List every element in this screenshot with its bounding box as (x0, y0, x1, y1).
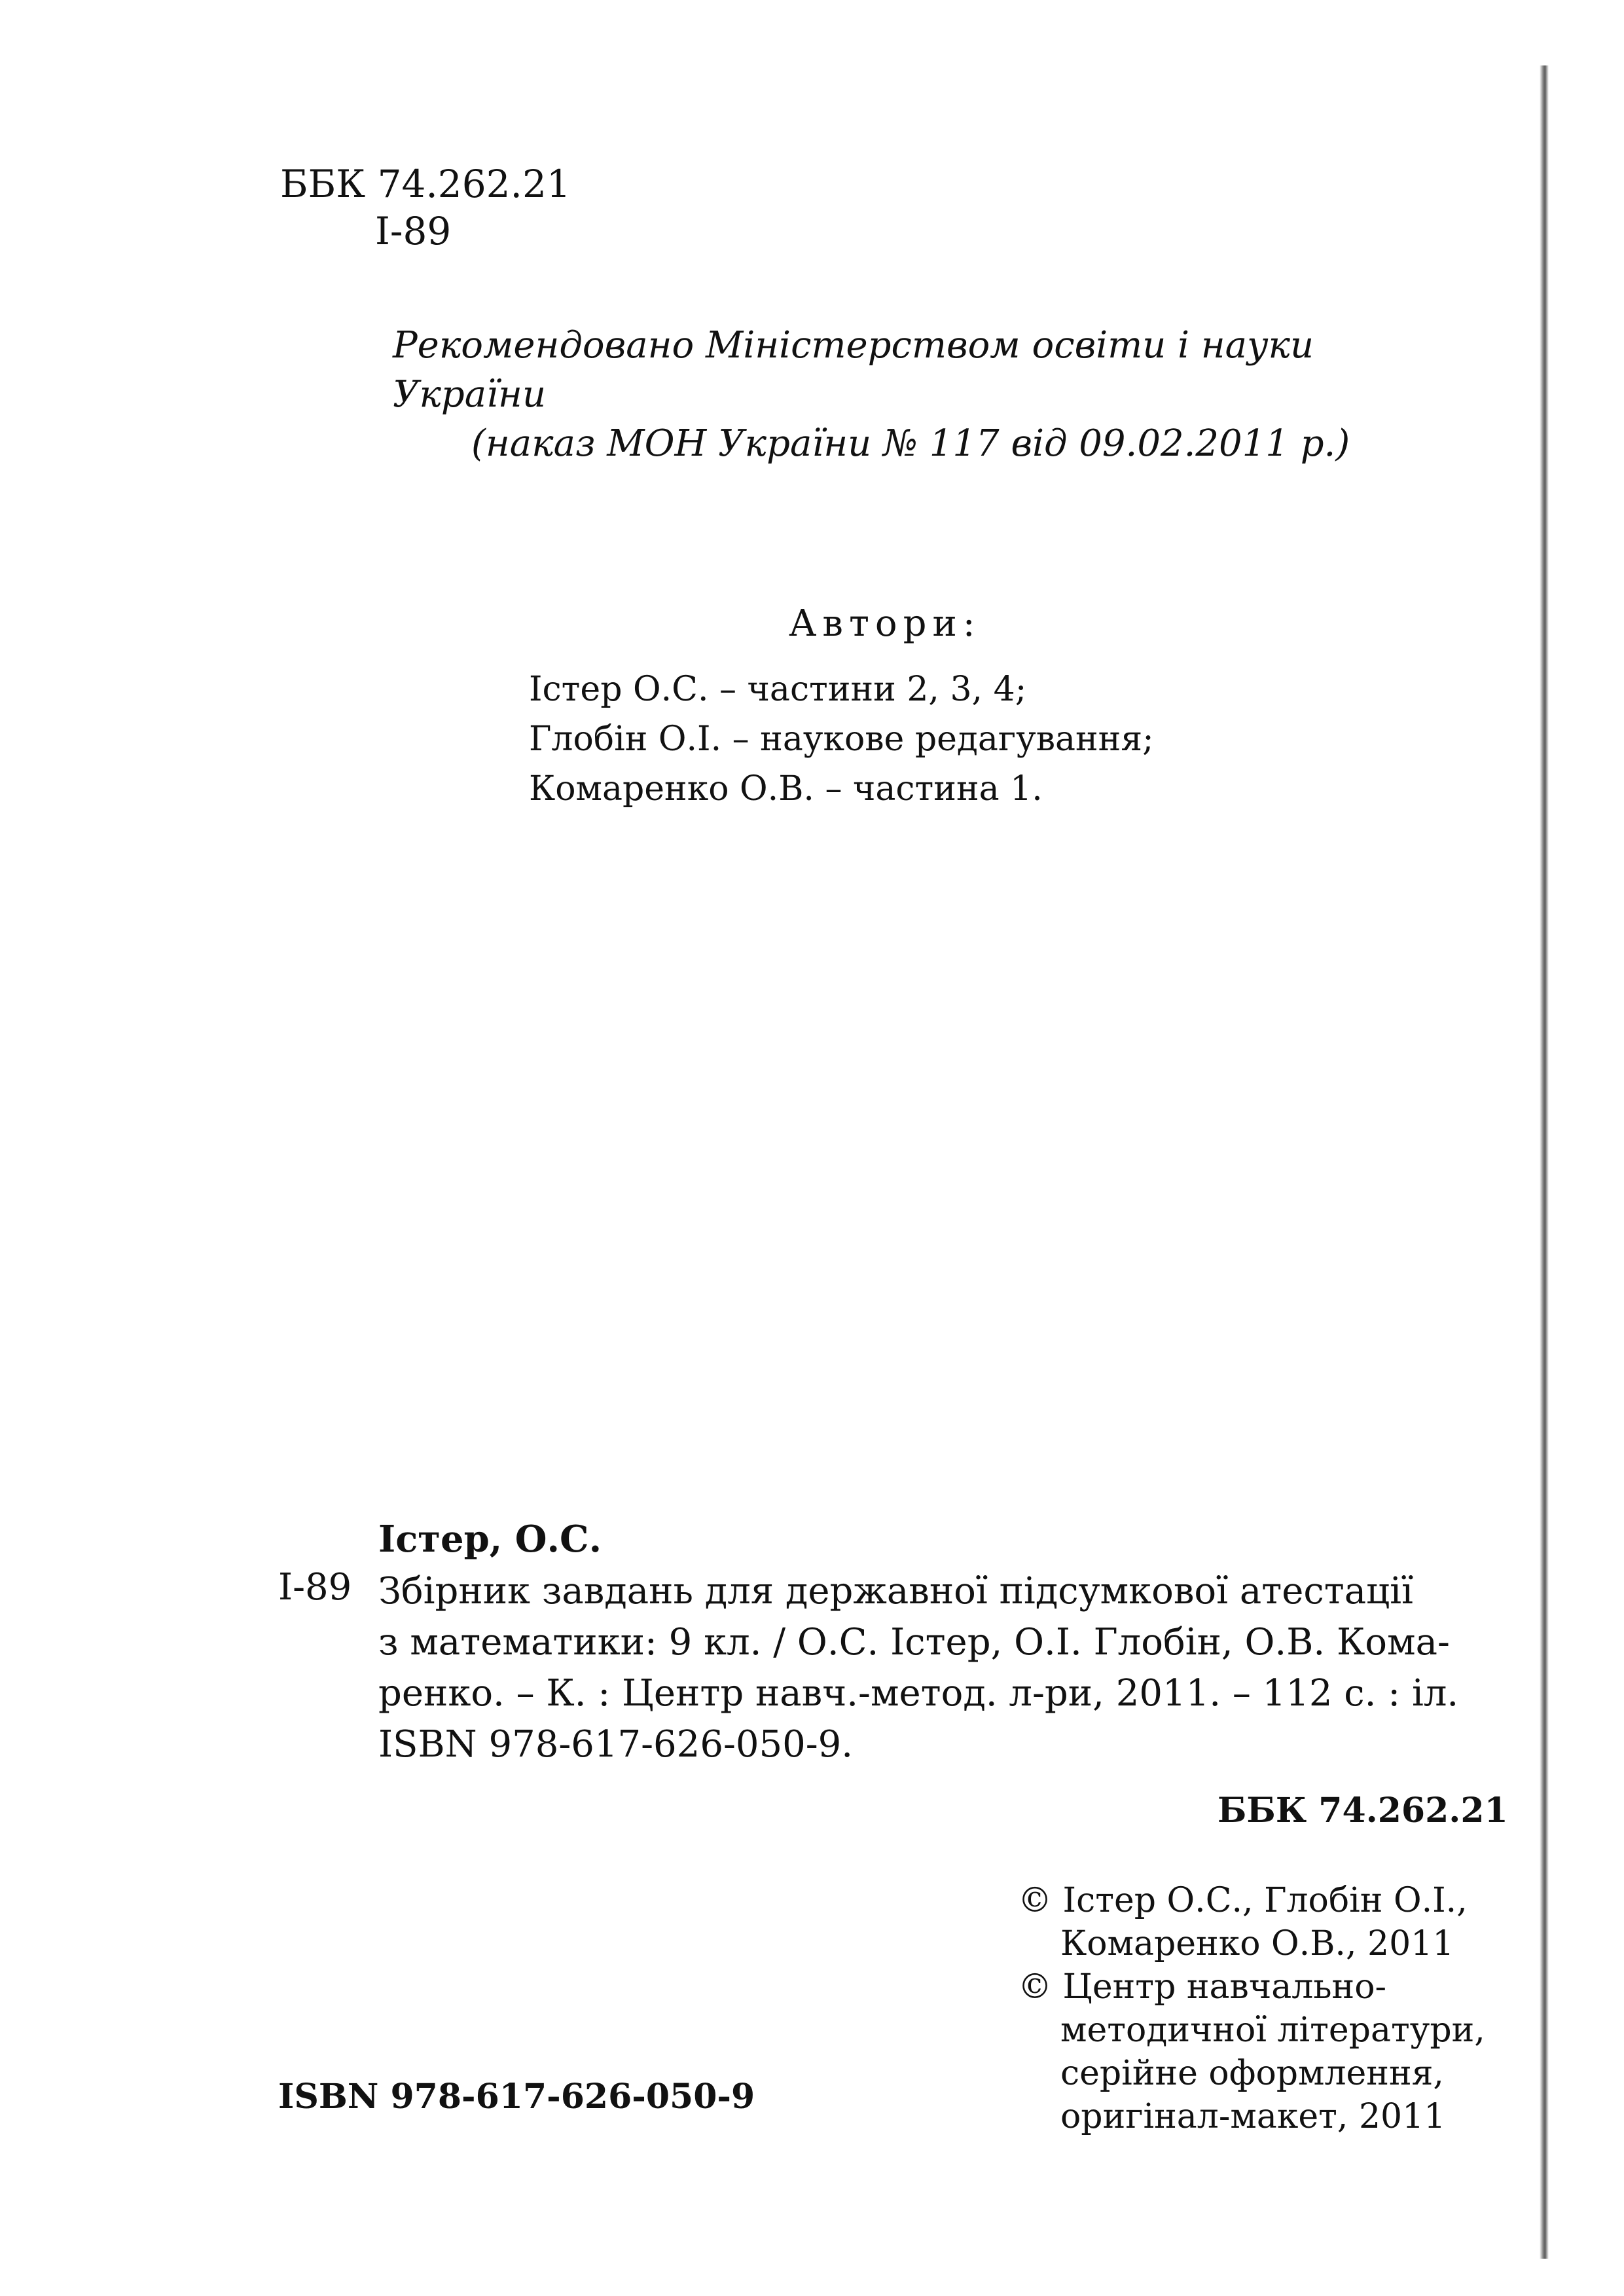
authors-heading: Автори: (789, 602, 981, 645)
ministry-recommendation (393, 321, 1414, 468)
bbk-code: ББК 74.262.21 (280, 162, 571, 206)
copyright-line: методичної літератури, (1060, 2011, 1485, 2050)
copyright-line: оригінал-макет, 2011 (1060, 2097, 1446, 2136)
catalog-card-author: Істер, О.С. (378, 1518, 602, 1561)
scan-edge-shadow (1540, 65, 1549, 2259)
author-item: Глобін О.І. – наукове редагування; (529, 720, 1154, 759)
catalog-card-code: І-89 (278, 1566, 352, 1609)
authors-list (529, 665, 1154, 814)
catalog-card-line: з математики: 9 кл. / О.С. Істер, О.І. Глобін, О.В. Кома- (378, 1621, 1450, 1664)
recommendation-line-2: (наказ МОН України № 117 від 09.02.2011 р.) (471, 422, 1350, 465)
bbk-code-bottom: ББК 74.262.21 (1218, 1791, 1508, 1831)
recommendation-line-1: Рекомендовано Міністерством освіти і науки України (393, 324, 1314, 416)
catalog-card-line: ренко. – К. : Центр навч.-метод. л-ри, 2011. – 112 с. : іл. (378, 1672, 1459, 1715)
catalog-card-line: Збірник завдань для державної підсумкової атестації (378, 1570, 1413, 1613)
catalog-card-line: ISBN 978-617-626-050-9. (378, 1723, 854, 1766)
isbn: ISBN 978-617-626-050-9 (278, 2077, 755, 2117)
copyright-line: Комаренко О.В., 2011 (1060, 1924, 1454, 1963)
copyright-block (1018, 1879, 1485, 2138)
catalog-code: І-89 (375, 209, 452, 253)
copyright-line: © Істер О.С., Глобін О.І., (1018, 1881, 1468, 1920)
author-item: Істер О.С. – частини 2, 3, 4; (529, 670, 1027, 709)
catalog-card-description (378, 1566, 1465, 1770)
copyright-line: © Центр навчально- (1018, 1967, 1387, 2007)
bbk-header (280, 160, 571, 255)
author-item: Комаренко О.В. – частина 1. (529, 769, 1043, 809)
copyright-line: серійне оформлення, (1060, 2054, 1444, 2093)
